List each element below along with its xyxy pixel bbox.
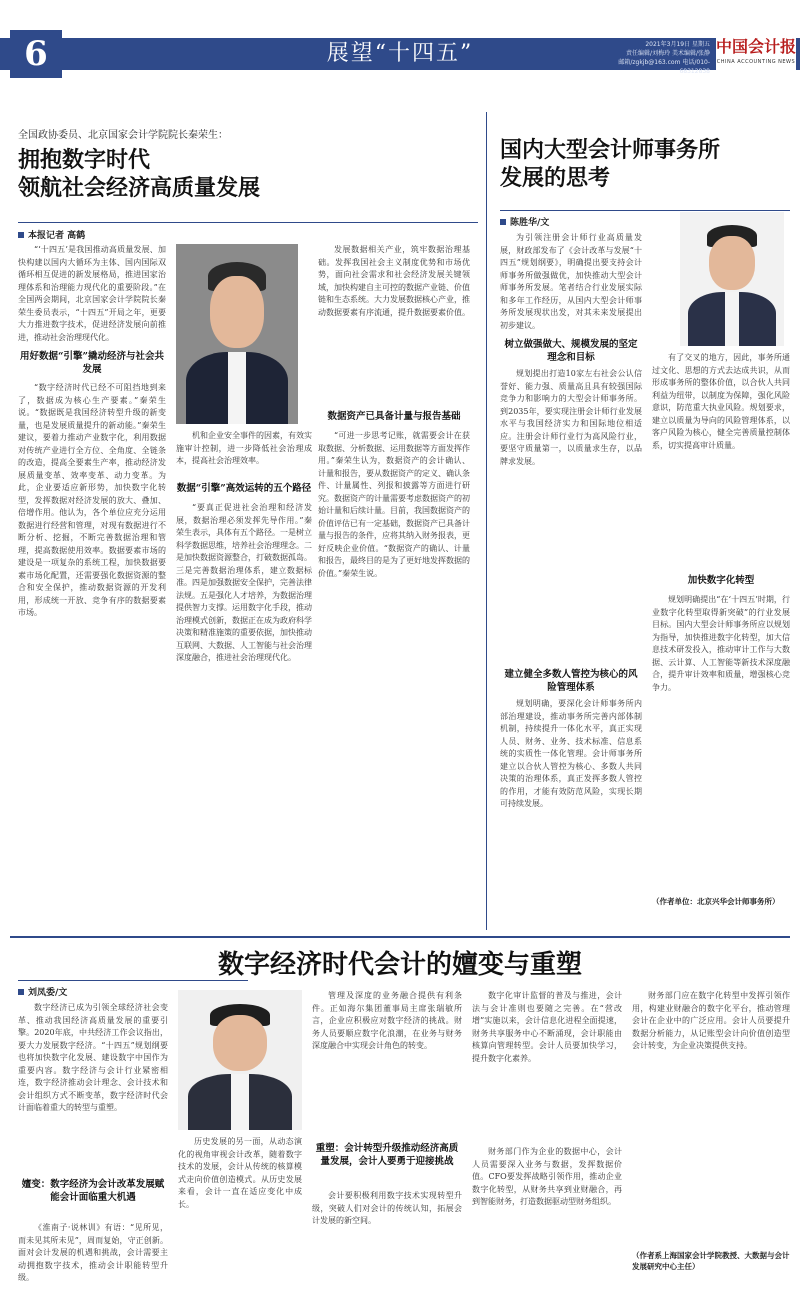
article2-title-line2: 发展的思考 [500, 165, 611, 191]
page-number: 6 [24, 34, 48, 74]
logo-english: CHINA ACCOUNTING NEWS [716, 59, 796, 65]
article3-byline [18, 985, 67, 998]
article3-title: 数字经济时代会计的嬗变与重塑 [217, 950, 582, 980]
page-header [0, 0, 800, 84]
article3-col2a-text: 历史发展的另一面，从动态演化的视角审视会计改革，随着数字技术的发展，会计从传统的核算模式走向价值创造模式。从历史发展来看，会计一直在适应变化中成长。 [178, 1137, 302, 1209]
article3-col4 [632, 990, 790, 1244]
article1-rule [18, 222, 478, 223]
article1-col2a-text: 机和企业安全事件的因素，有效实施审计控制，进一步降低社会治理成本，提高社会治理效率。 [176, 431, 312, 465]
editors: 责任编辑/刘梅玲 美术编辑/张静 [626, 50, 710, 57]
article1-subhead2: 数据“引擎”高效运转的五个路径 [176, 483, 312, 494]
article2-photo [680, 212, 784, 346]
article2-subhead1: 树立做强做大、规模发展的坚定理念和目标 [504, 339, 638, 363]
article3-photo [178, 990, 302, 1130]
article1-col1 [18, 382, 166, 922]
article2-col2-text: 规划明确，要深化会计师事务所内部治理建设，推动事务所完善内部体制机制，持续提升一体化水平，真正实现人员、财务、业务、技术标准、信息系统的实质性一体化管理。会计师事务所建立以合伙人管控为核心、多数人共同决策的治理体系，真正发挥多数人管控的作用，才能有效防范风险，实现长期可持续发展。 [500, 699, 642, 808]
article2-title [500, 136, 790, 192]
article2-col1b-text: 规划提出打造10家左右社会公认信誉好、能力强、质量高且具有较强国际竞争力和影响力的大型会计师事务所。到2035年，要实现注册会计师行业发展水平与我国经济实力和国际地位相适应。注册会计师行业行为高风险行业，要坚守质量第一，以质量求生存，以品牌求发展。 [500, 369, 642, 466]
article1-lead-text: “‘十四五’是我国推动高质量发展、加快构建以国内大循环为主体、国内国际双循环相互促进的新发展格局，推进国家治理体系和治理能力现代化的重要阶段。”在全国两会期间，北京国家会计学院院长秦荣生委员表示，“十四五”开局之年，更要大力推进数字技术，促进经济发展向前推进，推动社会治理现代化。 [18, 245, 166, 342]
article3-col3a [472, 990, 622, 1140]
publish-date: 2021年3月19日 星期五 [645, 41, 710, 48]
article2-subhead3: 加快数字化转型 [687, 575, 755, 586]
article1-col3b-text: “可进一步思考记账，就需要会计在获取数据、分析数据、运用数据等方面发挥作用。”秦荣生认为，数据资产的会计确认、计量和报告，要从数据资产的定义、确认条件、计量属性、列报和披露等方面进行研究。数据资产的计量需要考虑数据资产的初始计量和后续计量。目前，我国数据资产的价值评估已有一定基础，数据资产已具备计量与报告的条件，应将其纳入财务报表，更好反映企业价值。“数据资产的确认、计量和报告，最终目的是为了更好地发挥数据的价值。”秦荣生说。 [318, 431, 470, 578]
article2-col3a [652, 352, 790, 570]
article3-col1b [18, 1222, 168, 1284]
article3-col2c-text: 会计要积极利用数字技术实现转型升级，突破人们对会计的传统认知，拓展会计发展的新空间。 [312, 1191, 462, 1225]
article1-title-line1: 拥抱数字时代 [18, 147, 151, 173]
article1-col3b [318, 430, 470, 920]
article1-col2b [176, 502, 312, 922]
section-banner: 展望“十四五” [326, 41, 474, 66]
article1-byline [18, 228, 85, 241]
article3-col4-text: 财务部门应在数字化转型中发挥引领作用，构建业财融合的数字化平台，推动管理会计在企业中的广泛应用。会计人员要提升数据分析能力，从记账型会计向价值创造型会计转变，为企业决策提供支持。 [632, 991, 790, 1050]
article1-title [18, 146, 438, 202]
article1-lead [18, 244, 166, 344]
article1-col2a [176, 430, 312, 478]
article1-col3a-text: 发展数据相关产业，筑牢数据治理基础。发挥我国社会主义制度优势和市场优势，面向社会需求和社会经济发展关键领域，加快构建自主可控的数据产业链、价值链和生态系统。大力发展数据核心产业，推动数据要素有序流通，提升数据要素价值。 [318, 245, 470, 317]
article1-author: 本报记者 高鹤 [28, 231, 86, 241]
article1-col2b-text: “要真正促进社会治理和经济发展，数据治理必须发挥先导作用。”秦荣生表示，具体有五个路径。一是树立科学数据思维，培养社会治理理念。二是加快数据资源整合，打破数据孤岛。三是完善数据治理体系，建立数据标准。四是加强数据安全保护，完善法律法规。五是强化人才培养，为数据治理提供智力支撑。运用数字化手段，推动治理模式创新，数据正在成为政府科学决策和精准施策的重要依据，加快推动互联网、大数据、人工智能与社会治理深度融合，推进社会治理现代化。 [176, 503, 312, 662]
section-divider [10, 936, 790, 938]
article1-subhead3: 数据资产已具备计量与报告基础 [327, 411, 461, 422]
byline-marker [500, 219, 506, 225]
article1-subhead1: 用好数据“引擎”撬动经济与社会共发展 [20, 351, 164, 375]
article3-col2a [178, 1136, 302, 1284]
newspaper-logo [716, 36, 796, 72]
article3-col2b-text: 管理及深度的业务融合提供有利条件。正如海尔集团董事局主席张瑞敏所言，企业应积极应对数字经济的挑战。财务人员要顺应数字化浪潮，在业务与财务深度融合中实现会计角色的转变。 [312, 991, 462, 1050]
article1-col1-text: “数字经济时代已经不可阻挡地到来了，数据成为核心生产要素。”秦荣生说。“数据既是我国经济转型升级的新变量，也是发展质量提升的新动能。”秦荣生建议，要着力推动产业数字化，利用数据对传统产业进行全方位、全角度、全链条的改造，提高全要素生产率，推动经济发展质量变革、效率变革、动力变革。为此，企业要适应新形势，加快数字化转型，发挥数据对经济发展的放大、叠加、倍增作用。他认为，各个单位应充分运用数据进行经营和管理，对现有数据进行不断分析、挖掘，不断完善数据治理和管理，提高数据使用效率。数据要素市场的建设是一项复杂的系统工程，加快数据要素市场化配置，还需要强化数据资源的整合和安全保护，推动数据资源的开发利用，形成统一开放、竞争有序的数据要素市场。 [18, 383, 166, 617]
article2-byline [500, 215, 549, 228]
article3-subhead1: 嬗变：数字经济为会计改革发展赋能会计面临重大机遇 [21, 1179, 165, 1203]
article3-col1-text: 数字经济已成为引领全球经济社会变革、推动我国经济高质量发展的重要引擎。2020年底，中共经济工作会议指出，要大力发展数字经济。“十四五”规划纲要也将加快数字化发展、建设数字中国作为重要内容。数字经济与会计行业紧密相连，数字经济推动会计理念、会计技术和会计组织方式不断变革，数字经济时代会计面临着重大的转型与重塑。 [18, 1003, 168, 1112]
contact: 邮箱/zgkjb@163.com 电话/010-68312838 [618, 59, 710, 75]
article1-title-line2: 领航社会经济高质量发展 [18, 175, 261, 201]
article2-col1b [500, 368, 642, 668]
article3-col2c [312, 1190, 462, 1284]
article3-subhead2: 重塑：会计转型升级推动经济高质量发展，会计人要勇于迎接挑战 [315, 1143, 459, 1167]
article3-col2b [312, 990, 462, 1140]
byline-marker [18, 989, 24, 995]
article2-rule [500, 210, 790, 211]
article2-col2 [500, 698, 642, 922]
byline-marker [18, 232, 24, 238]
article2-author: 陈胜华/文 [510, 218, 550, 228]
article2-col3b-text: 规划明确提出“在‘十四五’时期，行业数字化转型取得新突破”的行业发展目标。国内大型会计师事务所应以规划为指导，加快推进数字化转型，加大信息技术研发投入，推动审计工作与大数据、云计算、人工智能等新技术深度融合，提升审计效率和质量，增强核心竞争力。 [652, 595, 790, 692]
article3-col1b-text: 《淮南子·说林训》有语：“见所见，而未见其所未见”，周而复始，守正创新。面对会计发展的机遇和挑战，会计需要主动拥抱数字技术，推动会计职能转型升级。 [18, 1223, 168, 1282]
article3-col3a-text: 数字化审计监督的普及与推进，会计法与会计准则也要随之完善。在“营改增”实施以来，会计信息化进程全面提速，财务共享服务中心不断涌现，会计职能由核算向管理转型。会计人员要加快学习，提升数字化素养。 [472, 991, 622, 1063]
article2-col3a-text: 有了交叉的地方，因此，事务所通过文化、思想的方式去达成共识，从而形成事务所的整体价值，以合伙人共同利益为纽带，以制度为保障，强化风险意识，防范重大执业风险。规划要求，建立以质量为导向的风险管理体系，以客户风险为核心，健全完善质量控制体系，切实提高审计质量。 [652, 353, 790, 450]
logo-chinese: 中国会计报 [716, 37, 797, 56]
article3-col3b-text: 财务部门作为企业的数据中心，会计人员需要深入业务与数据，发挥数据价值。CFO要发挥战略引领作用，推动企业数字化转型，从财务共享到业财融合，再到智能财务，打造数据驱动型财务组织。 [472, 1147, 622, 1206]
article2-title-line1: 国内大型会计师事务所 [500, 137, 721, 163]
article3-rule [18, 980, 248, 981]
column-divider [486, 112, 487, 930]
article2-col1a [500, 232, 642, 332]
article1-kicker: 全国政协委员、北京国家会计学院院长秦荣生： [18, 130, 228, 141]
article2-col1a-text: 为引领注册会计师行业高质量发展，财政部发布了《会计改革与发展“十四五”规划纲要》，明确提出要支持会计师事务所做强做优，加快推动大型会计师事务所发展。笔者结合行业发展实际和多年工作经历，从国内大型会计师事务所发展现状出发，对其未来发展提出初步建议。 [500, 233, 642, 330]
article1-photo [176, 244, 298, 424]
article3-col3b [472, 1146, 622, 1284]
article3-author-note: （作者系上海国家会计学院教授、大数据与会计发展研究中心主任） [632, 1251, 790, 1271]
article3-col1 [18, 1002, 168, 1172]
article3-author: 刘凤委/文 [28, 988, 68, 998]
article2-author-note: （作者单位：北京兴华会计师事务所） [652, 897, 780, 906]
header-meta [600, 40, 710, 76]
article1-col3a [318, 244, 470, 400]
article2-col3b [652, 594, 790, 892]
article2-subhead2: 建立健全多数人管控为核心的风险管理体系 [504, 669, 638, 693]
